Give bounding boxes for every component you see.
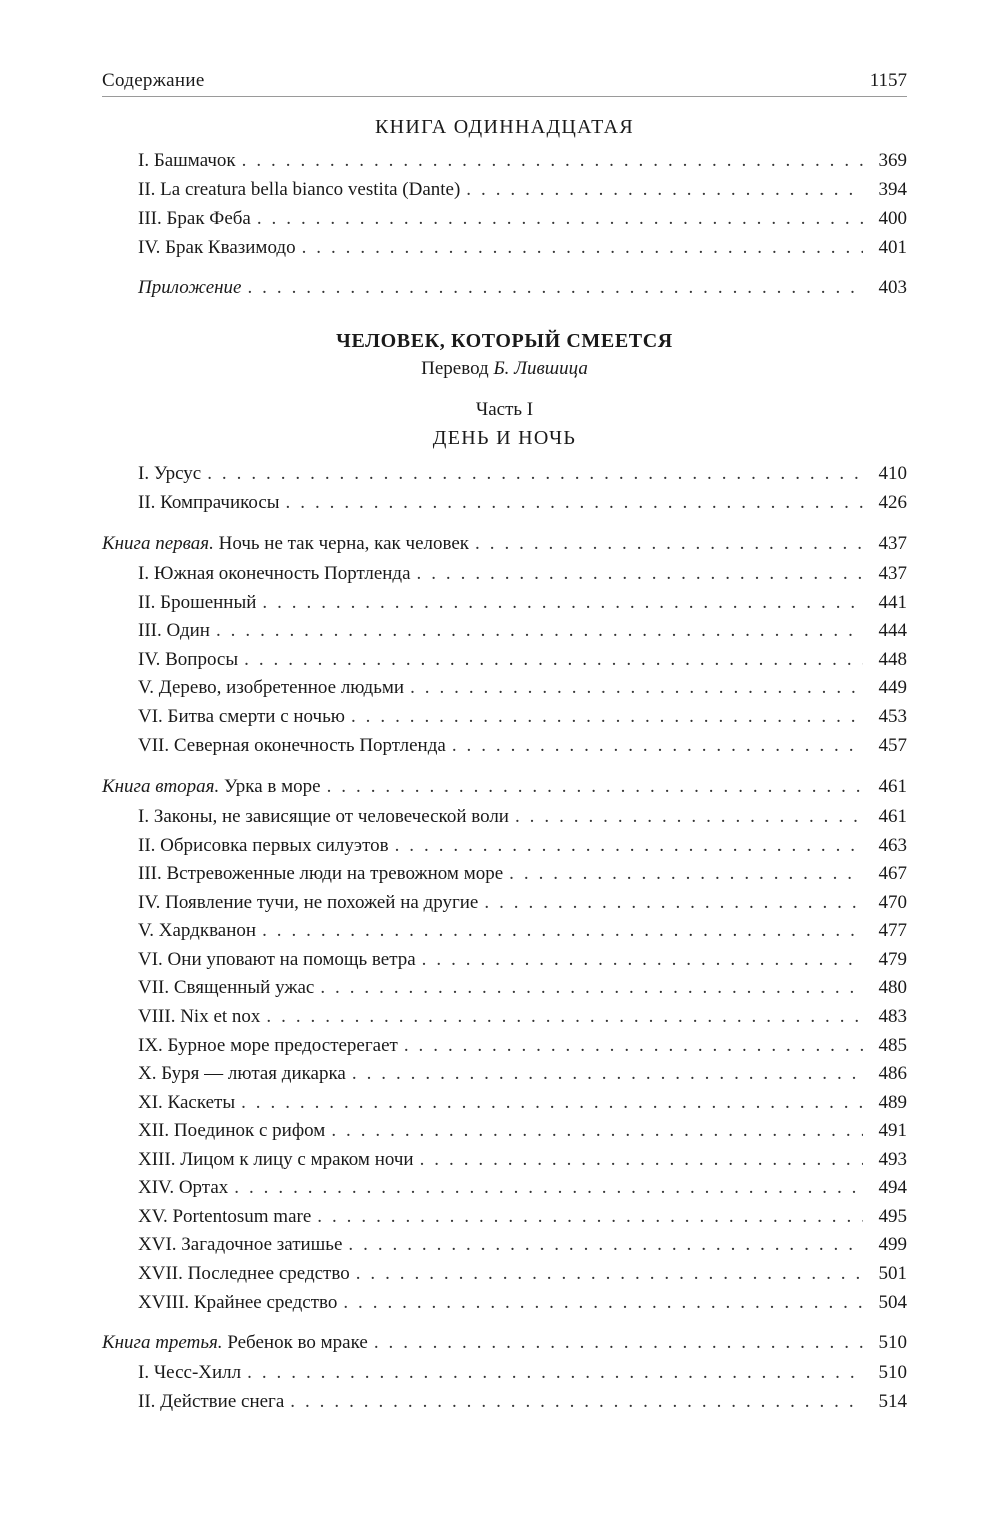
entry-page: 501 — [878, 1263, 907, 1284]
entry-page: 369 — [878, 150, 907, 171]
toc-entry[interactable] — [102, 1089, 907, 1117]
toc-entry[interactable] — [102, 589, 907, 617]
dot-leader — [290, 1388, 863, 1416]
running-header — [102, 70, 907, 97]
dot-leader — [351, 703, 863, 731]
dot-leader — [266, 1003, 863, 1031]
entry-page: 504 — [878, 1292, 907, 1313]
toc-entry[interactable] — [102, 234, 907, 262]
part-label: Часть I — [475, 399, 534, 420]
toc-entry[interactable] — [102, 917, 907, 945]
entry-page: 437 — [878, 533, 907, 554]
dot-leader — [343, 1289, 863, 1317]
entry-label: VI. Они уповают на помощь ветра — [138, 949, 416, 970]
entry-page: 403 — [878, 277, 907, 298]
dot-leader — [374, 1329, 863, 1357]
entry-label: XIV. Ортах — [138, 1177, 229, 1198]
toc-book-entry[interactable] — [102, 530, 907, 558]
entry-label: IX. Бурное море предостерегает — [138, 1035, 398, 1056]
running-header-section: Содержание — [102, 70, 205, 91]
dot-leader — [420, 1146, 863, 1174]
toc-entry[interactable] — [102, 205, 907, 233]
entry-page: 489 — [878, 1092, 907, 1113]
entry-label: VI. Битва смерти с ночью — [138, 706, 345, 727]
page-number: 1157 — [869, 70, 907, 91]
entry-label: V. Дерево, изобретенное людьми — [138, 677, 405, 698]
entry-page: 444 — [878, 620, 907, 641]
dot-leader — [404, 1032, 863, 1060]
entry-page: 410 — [878, 463, 907, 484]
toc-entry[interactable] — [102, 1289, 907, 1317]
entry-page: 441 — [878, 592, 907, 613]
toc-entry[interactable] — [102, 1359, 907, 1387]
entry-label: III. Встревоженные люди на тревожном море — [138, 863, 504, 884]
entry-page: 479 — [878, 949, 907, 970]
entry-page: 437 — [878, 563, 907, 584]
entry-page: 491 — [878, 1120, 907, 1141]
toc-entry[interactable] — [102, 617, 907, 645]
toc-entry[interactable] — [102, 1117, 907, 1145]
entry-label: IV. Брак Квазимодо — [138, 237, 296, 258]
toc-book-entry[interactable] — [102, 773, 907, 801]
entry-page: 461 — [878, 776, 907, 797]
book-prefix: Книга вторая. — [102, 776, 220, 797]
toc-entry[interactable] — [102, 703, 907, 731]
toc-entry[interactable] — [102, 732, 907, 760]
dot-leader — [356, 1260, 863, 1288]
dot-leader — [466, 176, 863, 204]
toc-entry[interactable] — [102, 1032, 907, 1060]
entry-page: 426 — [878, 492, 907, 513]
entry-label: VII. Священный ужас — [138, 977, 315, 998]
dot-leader — [475, 530, 863, 558]
dot-leader — [207, 460, 863, 488]
book-prefix: Книга третья. — [102, 1332, 223, 1353]
entry-page: 400 — [878, 208, 907, 229]
translator-name: Б. Лившица — [493, 358, 588, 379]
entry-label: III. Брак Феба — [138, 208, 251, 229]
toc-entry[interactable] — [102, 1146, 907, 1174]
entry-label: II. Компрачикосы — [138, 492, 280, 513]
entry-page: 510 — [878, 1332, 907, 1353]
dot-leader — [244, 646, 863, 674]
entry-label: II. Действие снега — [138, 1391, 285, 1412]
entry-page: 457 — [878, 735, 907, 756]
entry-label: II. La creatura bella bianco vestita (Dante) — [138, 179, 461, 200]
toc-entry[interactable] — [102, 1174, 907, 1202]
entry-page: 483 — [878, 1006, 907, 1027]
entry-page: 480 — [878, 977, 907, 998]
entry-label: X. Буря — лютая дикарка — [138, 1063, 346, 1084]
entry-page: 401 — [878, 237, 907, 258]
toc-entry[interactable] — [102, 889, 907, 917]
entry-page: 463 — [878, 835, 907, 856]
entry-label: IV. Вопросы — [138, 649, 239, 670]
entry-label: XV. Portentosum mare — [138, 1206, 312, 1227]
dot-leader — [247, 274, 863, 302]
dot-leader — [242, 147, 863, 175]
toc-entry[interactable] — [102, 974, 907, 1002]
entry-page: 493 — [878, 1149, 907, 1170]
book-prefix: Книга первая. — [102, 533, 214, 554]
dot-leader — [352, 1060, 863, 1088]
toc-entry[interactable] — [102, 147, 907, 175]
toc-entry[interactable] — [102, 946, 907, 974]
work-title: ЧЕЛОВЕК, КОТОРЫЙ СМЕЕТСЯ — [336, 330, 673, 352]
dot-leader — [241, 1089, 863, 1117]
entry-label: V. Хардкванон — [138, 920, 257, 941]
dot-leader — [395, 832, 863, 860]
dot-leader — [234, 1174, 863, 1202]
dot-leader — [422, 946, 863, 974]
toc-entry[interactable] — [102, 646, 907, 674]
entry-label: I. Чесс-Хилл — [138, 1362, 242, 1383]
dot-leader — [216, 617, 863, 645]
entry-page: 470 — [878, 892, 907, 913]
toc-entry-appendix[interactable] — [102, 274, 907, 302]
entry-label: XVII. Последнее средство — [138, 1263, 350, 1284]
book-title: Урка в море — [224, 776, 321, 797]
entry-label: XVIII. Крайнее средство — [138, 1292, 338, 1313]
entry-label: I. Башмачок — [138, 150, 236, 171]
toc-book-entry[interactable] — [102, 1329, 907, 1357]
toc-entry[interactable] — [102, 803, 907, 831]
entry-label: XI. Каскеты — [138, 1092, 236, 1113]
part-title: ДЕНЬ И НОЧЬ — [432, 427, 577, 449]
book-title: Ребенок во мраке — [227, 1332, 368, 1353]
dot-leader — [515, 803, 863, 831]
entry-label: I. Урсус — [138, 463, 202, 484]
entry-page: 394 — [878, 179, 907, 200]
entry-page: 486 — [878, 1063, 907, 1084]
dot-leader — [410, 674, 863, 702]
entry-page: 477 — [878, 920, 907, 941]
dot-leader — [262, 917, 863, 945]
translation-prefix: Перевод — [421, 358, 489, 379]
dot-leader — [327, 773, 863, 801]
entry-label: I. Законы, не зависящие от человеческой воли — [138, 806, 509, 827]
entry-label: XII. Поединок с рифом — [138, 1120, 326, 1141]
toc-entry[interactable] — [102, 1203, 907, 1231]
dot-leader — [302, 234, 863, 262]
book-eleven-title: КНИГА ОДИННАДЦАТАЯ — [374, 116, 635, 138]
dot-leader — [247, 1359, 863, 1387]
entry-page: 449 — [878, 677, 907, 698]
toc-entry[interactable] — [102, 176, 907, 204]
toc-entry[interactable] — [102, 1260, 907, 1288]
dot-leader — [417, 560, 863, 588]
toc-entry[interactable] — [102, 1231, 907, 1259]
toc-entry[interactable] — [102, 1060, 907, 1088]
entry-label: IV. Появление тучи, не похожей на другие — [138, 892, 479, 913]
toc-entry[interactable] — [102, 489, 907, 517]
dot-leader — [348, 1231, 863, 1259]
entry-label: XIII. Лицом к лицу с мраком ночи — [138, 1149, 414, 1170]
dot-leader — [317, 1203, 863, 1231]
dot-leader — [320, 974, 863, 1002]
entry-label: VII. Северная оконечность Портленда — [138, 735, 446, 756]
appendix-label: Приложение — [138, 277, 242, 298]
entry-page: 510 — [878, 1362, 907, 1383]
entry-page: 514 — [878, 1391, 907, 1412]
toc-entry[interactable] — [102, 560, 907, 588]
dot-leader — [331, 1117, 863, 1145]
dot-leader — [286, 489, 863, 517]
entry-page: 495 — [878, 1206, 907, 1227]
book-title: Ночь не так черна, как человек — [218, 533, 470, 554]
entry-label: XVI. Загадочное затишье — [138, 1234, 343, 1255]
entry-label: II. Обрисовка первых силуэтов — [138, 835, 389, 856]
translator-line — [102, 358, 907, 380]
entry-page: 499 — [878, 1234, 907, 1255]
entry-page: 494 — [878, 1177, 907, 1198]
dot-leader — [262, 589, 863, 617]
toc-entry[interactable] — [102, 460, 907, 488]
toc-entry[interactable] — [102, 832, 907, 860]
entry-page: 485 — [878, 1035, 907, 1056]
toc-entry[interactable] — [102, 1388, 907, 1416]
entry-page: 448 — [878, 649, 907, 670]
dot-leader — [257, 205, 863, 233]
dot-leader — [452, 732, 863, 760]
entry-label: III. Один — [138, 620, 210, 641]
entry-label: VIII. Nix et nox — [138, 1006, 261, 1027]
entry-label: I. Южная оконечность Портленда — [138, 563, 411, 584]
toc-entry[interactable] — [102, 860, 907, 888]
entry-page: 467 — [878, 863, 907, 884]
dot-leader — [484, 889, 863, 917]
entry-label: II. Брошенный — [138, 592, 257, 613]
entry-page: 453 — [878, 706, 907, 727]
entry-page: 461 — [878, 806, 907, 827]
toc-entry[interactable] — [102, 674, 907, 702]
dot-leader — [509, 860, 863, 888]
toc-entry[interactable] — [102, 1003, 907, 1031]
